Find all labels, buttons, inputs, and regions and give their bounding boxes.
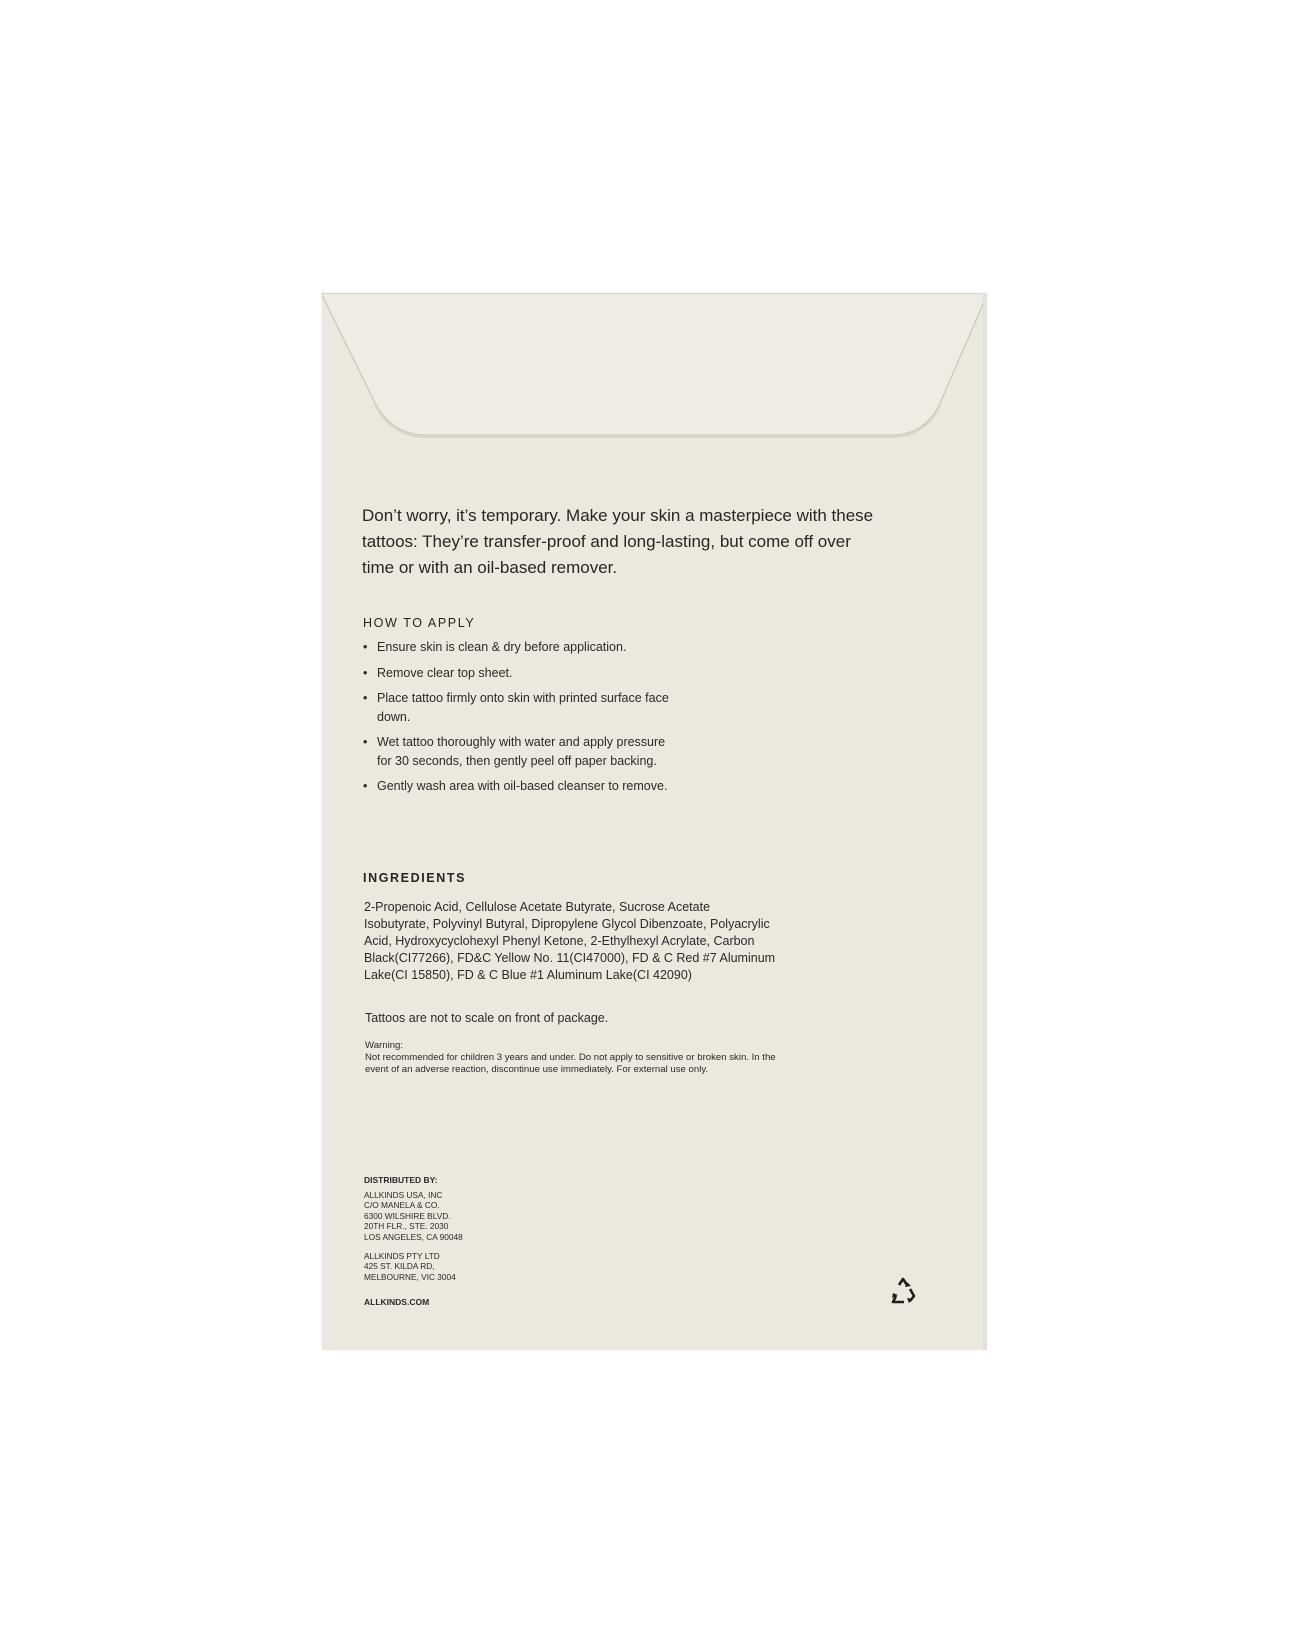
step-item: • Ensure skin is clean & dry before application. bbox=[363, 638, 683, 657]
step-item: • Remove clear top sheet. bbox=[363, 664, 683, 683]
australia-address: ALLKINDS PTY LTD 425 ST. KILDA RD, MELBOURNE, VIC 3004 bbox=[364, 1251, 456, 1282]
scale-note: Tattoos are not to scale on front of package. bbox=[365, 1011, 609, 1025]
ingredients-text: 2-Propenoic Acid, Cellulose Acetate Butyrate, Sucrose Acetate Isobutyrate, Polyvinyl Butyral, Dipropylene Glycol Dibenzoate, Polyacrylic Acid, Hydroxycyclohexyl Phenyl Ketone, 2-Ethylhexyl Acrylate, Carbon Black(CI77266), FD&C Yellow No. 11(CI47000), FD & C Red #7 Aluminum Lake(CI 15850), FD & C Blue #1 Aluminum Lake(CI 42090) bbox=[364, 900, 776, 982]
how-to-apply-steps bbox=[363, 638, 683, 803]
envelope-flap bbox=[322, 293, 987, 473]
envelope-side-edge bbox=[983, 293, 987, 1350]
intro-text: Don’t worry, it’s temporary. Make your skin a masterpiece with these tattoos: They’re transfer-proof and long-lasting, but come off over time or with an oil-based remover. bbox=[362, 506, 874, 577]
step-item: • Wet tattoo thoroughly with water and apply pressure for 30 seconds, then gently peel off paper backing. bbox=[363, 733, 683, 770]
usa-address: ALLKINDS USA, INC C/O MANELA & CO. 6300 WILSHIRE BLVD. 20TH FLR., STE. 2030 LOS ANGELES, CA 90048 bbox=[364, 1190, 463, 1242]
distributed-by-heading: DISTRIBUTED BY: bbox=[364, 1175, 438, 1185]
how-to-apply-heading: HOW TO APPLY bbox=[363, 616, 476, 630]
recycle-icon bbox=[888, 1276, 918, 1306]
warning-label: Warning: bbox=[365, 1040, 404, 1051]
ingredients-heading: INGREDIENTS bbox=[363, 871, 467, 885]
step-item: • Gently wash area with oil-based cleanser to remove. bbox=[363, 777, 683, 796]
warning-block bbox=[365, 1040, 785, 1076]
website-text: ALLKINDS.COM bbox=[364, 1297, 430, 1307]
warning-text: Not recommended for children 3 years and under. Do not apply to sensitive or broken skin. In the event of an adverse reaction, discontinue use immediately. For external use only. bbox=[365, 1052, 776, 1075]
step-item: • Place tattoo firmly onto skin with printed surface face down. bbox=[363, 689, 683, 726]
